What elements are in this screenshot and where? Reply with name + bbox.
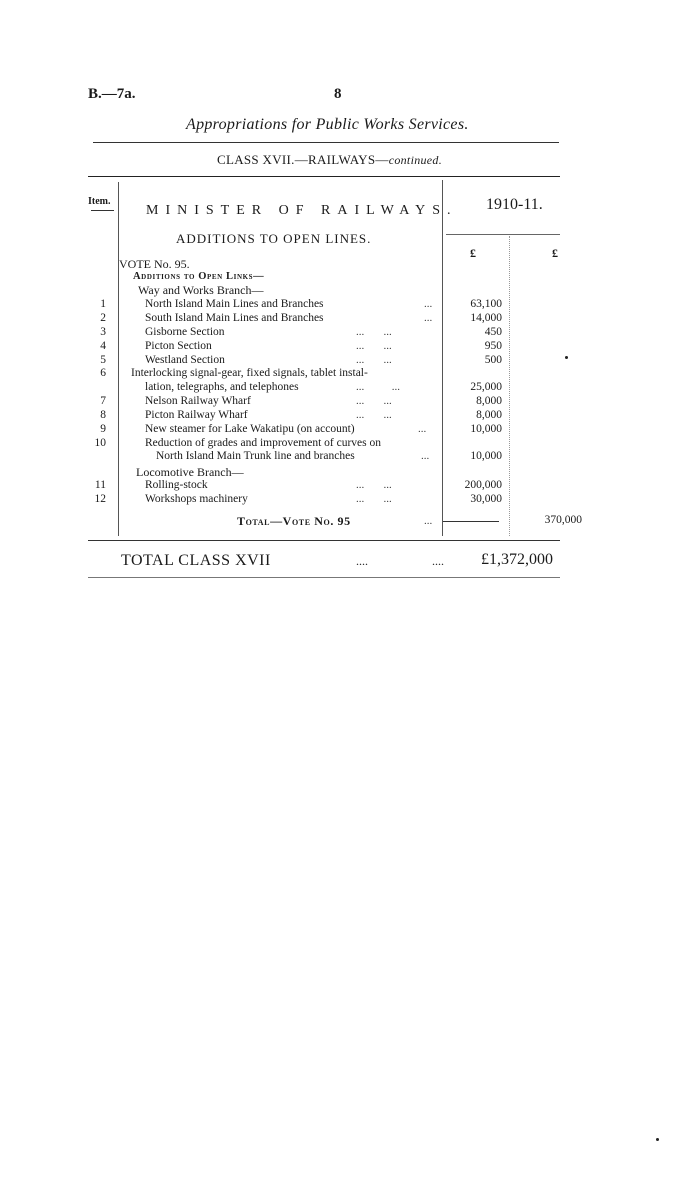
item-number: 1 xyxy=(100,298,106,310)
table-top-rule xyxy=(88,176,560,177)
dot-leader: ... ... xyxy=(356,395,392,407)
item-description: Picton Railway Wharf xyxy=(145,409,248,421)
item-description: Reduction of grades and improvement of curves on xyxy=(145,437,382,449)
dot-leader: ... xyxy=(424,515,433,527)
currency-symbol-col1: £ xyxy=(470,246,476,260)
item-description: Interlocking signal-gear, fixed signals, tablet instal- xyxy=(131,367,368,379)
item-description: Picton Section xyxy=(145,340,212,352)
item-number: 4 xyxy=(100,340,106,352)
branch-heading-locomotive: Locomotive Branch— xyxy=(136,465,244,479)
item-amount: 63,100 xyxy=(470,298,502,310)
item-description: Westland Section xyxy=(145,354,225,366)
dot-leader: ... xyxy=(424,312,433,324)
dot-leader: ... xyxy=(418,423,427,435)
item-amount: 450 xyxy=(484,326,502,338)
item-amount: 10,000 xyxy=(470,423,502,435)
amount-subcolumn-divider xyxy=(509,236,510,536)
page-title: Appropriations for Public Works Services. xyxy=(186,116,469,133)
dot-leader: ... xyxy=(424,298,433,310)
item-description: North Island Main Lines and Branches xyxy=(145,298,324,310)
dot-leader: ... ... xyxy=(356,354,392,366)
item-description-continued: lation, telegraphs, and telephones xyxy=(145,381,299,393)
dot-leader: ... ... xyxy=(356,326,392,338)
vote-total-amount: 370,000 xyxy=(544,514,582,526)
item-number: 10 xyxy=(94,437,106,449)
class-total-amount: £1,372,000 xyxy=(481,551,553,568)
document-code: B.—7a. xyxy=(88,86,136,102)
dot-leader: ... ... xyxy=(356,381,400,393)
item-number: 11 xyxy=(94,479,106,491)
item-column-divider xyxy=(118,182,119,536)
item-amount: 10,000 xyxy=(470,450,502,462)
item-column-header: Item. xyxy=(88,196,111,207)
item-amount: 25,000 xyxy=(470,381,502,393)
item-number: 12 xyxy=(94,493,106,505)
item-description: Rolling-stock xyxy=(145,479,208,491)
item-description: Nelson Railway Wharf xyxy=(145,395,251,407)
item-number: 3 xyxy=(100,326,106,338)
item-description-continued: North Island Main Trunk line and branches xyxy=(156,450,355,462)
branch-heading-way-works: Way and Works Branch— xyxy=(138,283,264,297)
table-bottom-rule xyxy=(88,540,560,541)
heading-rule xyxy=(93,142,559,143)
scan-speck xyxy=(565,356,568,359)
item-amount: 30,000 xyxy=(470,493,502,505)
scan-speck xyxy=(656,1138,659,1141)
dot-leader: ... ... xyxy=(356,409,392,421)
item-number: 9 xyxy=(100,423,106,435)
year-header-rule xyxy=(446,234,560,235)
item-amount: 500 xyxy=(484,354,502,366)
item-amount: 950 xyxy=(484,340,502,352)
item-number: 7 xyxy=(100,395,106,407)
dot-leader: .... xyxy=(356,554,368,568)
item-amount: 8,000 xyxy=(476,409,502,421)
dot-leader: .... xyxy=(432,554,444,568)
item-description: New steamer for Lake Wakatipu (on account) xyxy=(145,423,355,435)
dot-leader: ... ... xyxy=(356,479,392,491)
dot-leader: ... ... xyxy=(356,493,392,505)
item-header-rule xyxy=(91,210,114,211)
item-description: Workshops machinery xyxy=(145,493,248,505)
ministry-heading: MINISTER OF RAILWAYS. xyxy=(146,203,458,218)
class-total-label: TOTAL CLASS XVII xyxy=(121,552,271,569)
class-heading-main: CLASS XVII.—RAILWAYS— xyxy=(217,152,389,167)
page-number: 8 xyxy=(334,86,342,102)
item-description: Gisborne Section xyxy=(145,326,225,338)
item-description: South Island Main Lines and Branches xyxy=(145,312,324,324)
additions-label: Additions to Open Links— xyxy=(133,271,265,282)
vote-label: VOTE No. 95. xyxy=(119,257,190,271)
dot-leader: ... ... xyxy=(356,340,392,352)
subtotal-rule xyxy=(443,521,499,522)
section-subheading: ADDITIONS TO OPEN LINES. xyxy=(176,231,372,246)
item-number: 2 xyxy=(100,312,106,324)
item-number: 8 xyxy=(100,409,106,421)
item-amount: 14,000 xyxy=(470,312,502,324)
vote-total-label: Total—Vote No. 95 xyxy=(237,514,351,528)
item-number: 5 xyxy=(100,354,106,366)
year-heading: 1910-11. xyxy=(486,196,543,213)
item-amount: 200,000 xyxy=(464,479,502,491)
class-heading-continued: continued. xyxy=(388,153,443,167)
class-heading xyxy=(217,152,442,168)
item-amount: 8,000 xyxy=(476,395,502,407)
dot-leader: ... xyxy=(421,450,430,462)
class-total-rule xyxy=(88,577,560,578)
item-number: 6 xyxy=(100,367,106,379)
currency-symbol-col2: £ xyxy=(552,246,558,260)
